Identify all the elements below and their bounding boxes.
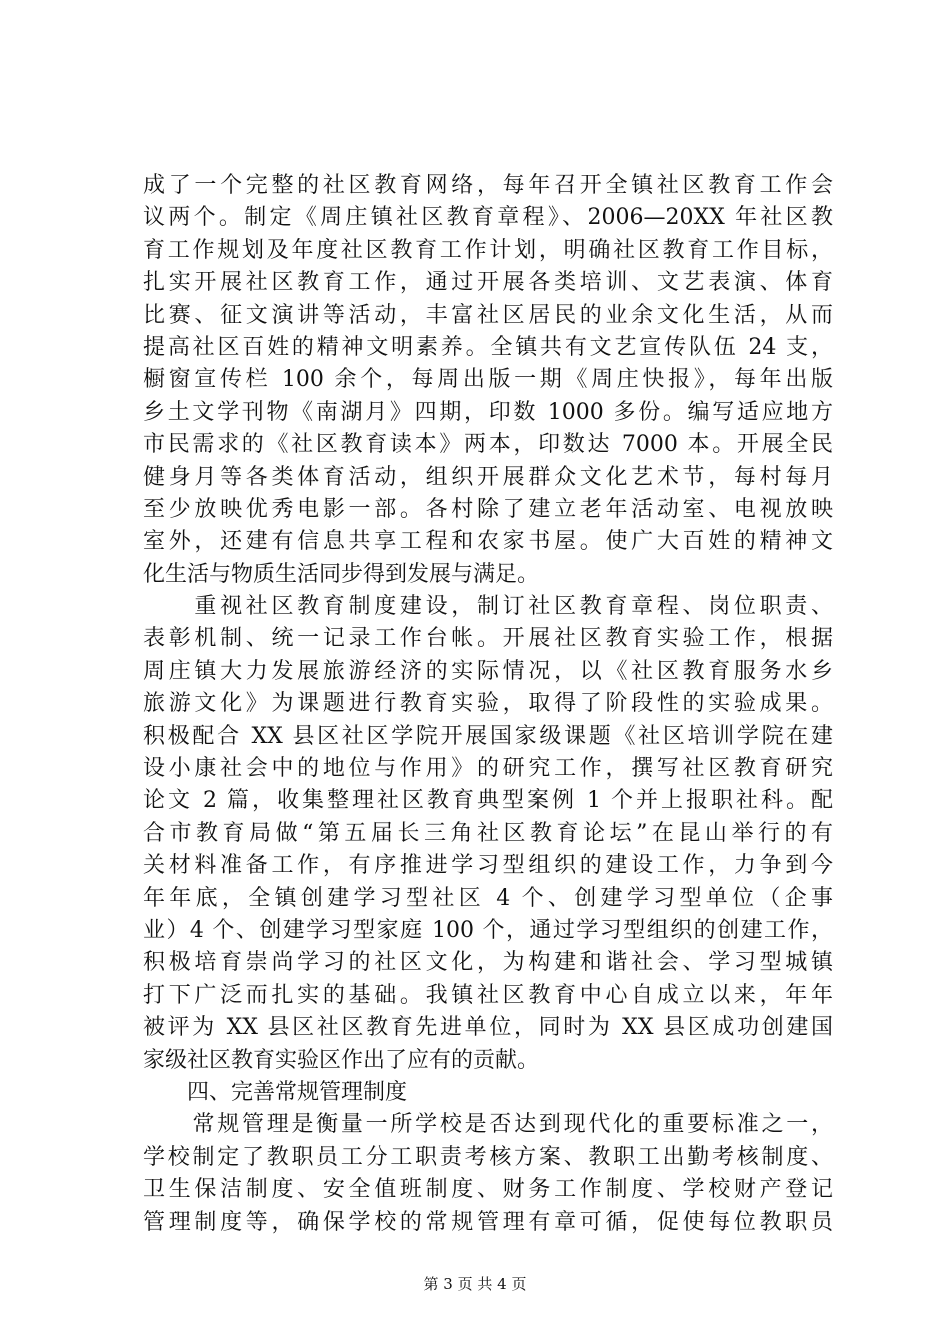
text-line: 被评为 XX 县区社区教育先进单位，同时为 XX 县区成功创建国 — [143, 1015, 833, 1041]
text-line: 关材料准备工作，有序推进学习型组织的建设工作，力争到今 — [143, 853, 833, 879]
text-line: 重视社区教育制度建设，制订社区教育章程、岗位职责、 — [143, 594, 833, 620]
text-line: 常规管理是衡量一所学校是否达到现代化的重要标准之一， — [143, 1112, 833, 1138]
text-line: 健身月等各类体育活动，组织开展群众文化艺术节，每村每月 — [143, 464, 833, 490]
text-line: 乡土文学刊物《南湖月》四期，印数 1000 多份。编写适应地方 — [143, 399, 833, 425]
text-line: 家级社区教育实验区作出了应有的贡献。 — [143, 1047, 540, 1073]
document-body — [143, 170, 833, 1239]
text-line: 四、完善常规管理制度 — [143, 1079, 408, 1105]
text-line: 设小康社会中的地位与作用》的研究工作，撰写社区教育研究 — [143, 756, 833, 782]
text-line: 积极配合 XX 县区社区学院开展国家级课题《社区培训学院在建 — [143, 723, 833, 749]
text-line: 育工作规划及年度社区教育工作计划，明确社区教育工作目标， — [143, 237, 833, 263]
text-line: 旅游文化》为课题进行教育实验，取得了阶段性的实验成果。 — [143, 691, 833, 717]
text-line: 学校制定了教职员工分工职责考核方案、教职工出勤考核制度、 — [143, 1144, 833, 1170]
text-line: 管理制度等，确保学校的常规管理有章可循，促使每位教职员 — [143, 1209, 833, 1235]
text-line: 表彰机制、统一记录工作台帐。开展社区教育实验工作，根据 — [143, 626, 833, 652]
text-line: 橱窗宣传栏 100 余个，每周出版一期《周庄快报》，每年出版 — [143, 367, 833, 393]
text-line: 成了一个完整的社区教育网络，每年召开全镇社区教育工作会 — [143, 173, 833, 198]
text-line: 积极培育崇尚学习的社区文化，为构建和谐社会、学习型城镇 — [143, 950, 833, 976]
text-line: 年年底，全镇创建学习型社区 4 个、创建学习型单位（企事 — [143, 885, 833, 911]
text-line: 卫生保洁制度、安全值班制度、财务工作制度、学校财产登记 — [143, 1177, 833, 1203]
text-line: 化生活与物质生活同步得到发展与满足。 — [143, 561, 540, 587]
text-line: 扎实开展社区教育工作，通过开展各类培训、文艺表演、体育 — [143, 270, 833, 296]
text-line: 合市教育局做“第五届长三角社区教育论坛”在昆山举行的有 — [143, 820, 833, 846]
text-line: 室外，还建有信息共享工程和农家书屋。使广大百姓的精神文 — [143, 529, 833, 555]
page-footer: 第 3 页 共 4 页 — [423, 1275, 527, 1293]
text-line: 提高社区百姓的精神文明素养。全镇共有文艺宣传队伍 24 支， — [143, 334, 833, 360]
text-line: 打下广泛而扎实的基础。我镇社区教育中心自成立以来，年年 — [143, 982, 833, 1008]
text-line: 比赛、征文演讲等活动，丰富社区居民的业余文化生活，从而 — [143, 302, 833, 328]
text-line: 论文 2 篇，收集整理社区教育典型案例 1 个并上报职社科。配 — [143, 788, 833, 814]
text-line: 周庄镇大力发展旅游经济的实际情况，以《社区教育服务水乡 — [143, 658, 833, 684]
text-line: 市民需求的《社区教育读本》两本，印数达 7000 本。开展全民 — [143, 432, 833, 458]
text-line: 议两个。制定《周庄镇社区教育章程》、2006—20XX 年社区教 — [143, 205, 833, 231]
text-line: 至少放映优秀电影一部。各村除了建立老年活动室、电视放映 — [143, 496, 833, 522]
text-line: 业）4 个、创建学习型家庭 100 个，通过学习型组织的创建工作， — [143, 917, 833, 943]
